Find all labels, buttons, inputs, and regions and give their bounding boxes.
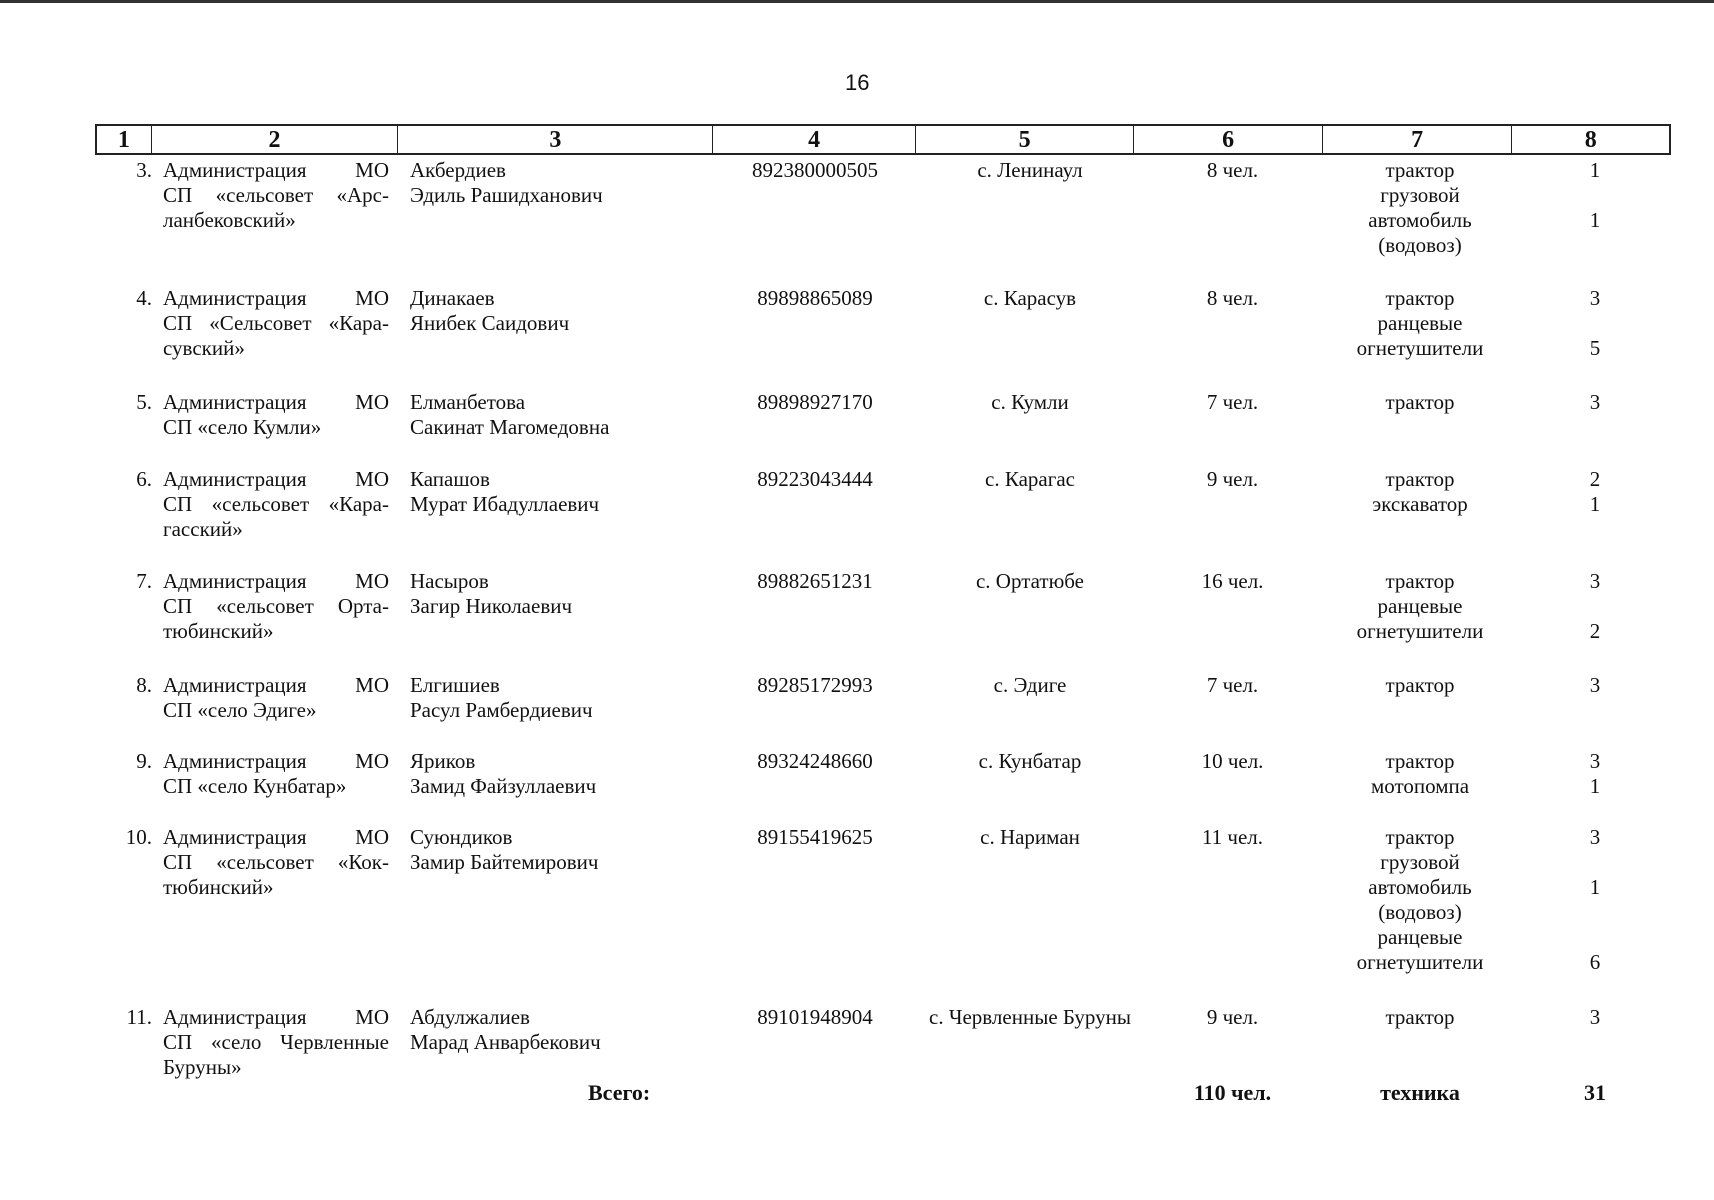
equipment-item: огнетушители [1356, 619, 1484, 643]
head-name [410, 467, 730, 517]
equipment-item: трактор [1385, 390, 1455, 414]
equipment-item: грузовой [1380, 850, 1460, 874]
head-name-line: Марад Анварбекович [410, 1030, 601, 1054]
header-col-2: 2 [152, 126, 398, 153]
equipment-quantity [1570, 569, 1620, 644]
quantity-value: 1 [1589, 875, 1601, 899]
equipment-item: ранцевые [1377, 594, 1463, 618]
table-header [95, 124, 1671, 155]
quantity-value: 3 [1589, 673, 1601, 697]
head-name [410, 390, 730, 440]
organization-word: МО [355, 286, 389, 310]
people-count: 16 чел. [1201, 569, 1264, 593]
organization-rest: СП «сельсовет «Арс-ланбековский» [163, 183, 389, 232]
head-name-line: Елгишиев [410, 673, 500, 697]
organization-first-line [163, 1005, 389, 1030]
settlement: с. Червленные Буруны [929, 1005, 1131, 1029]
equipment-quantity [1570, 749, 1620, 799]
settlement: с. Эдиге [993, 673, 1067, 697]
equipment-item: трактор [1385, 286, 1455, 310]
quantity-value: 3 [1589, 286, 1601, 310]
equipment-item: трактор [1385, 673, 1455, 697]
equipment-quantity [1570, 158, 1620, 258]
row-number: 7. [136, 569, 152, 593]
equipment-list [1330, 749, 1510, 799]
organization-first-line [163, 569, 389, 594]
organization-first-line [163, 158, 389, 183]
head-name-line: Сакинат Магомедовна [410, 415, 610, 439]
head-name [410, 569, 730, 619]
organization-word: Администрация [163, 467, 307, 491]
row-number: 11. [126, 1005, 152, 1029]
head-name-line: Эдиль Рашидханович [410, 183, 603, 207]
header-col-7: 7 [1323, 126, 1513, 153]
equipment-item: трактор [1385, 569, 1455, 593]
phone-number: 89101948904 [757, 1005, 873, 1029]
settlement: с. Кунбатар [978, 749, 1082, 773]
equipment-item: огнетушители [1356, 950, 1484, 974]
equipment-list [1330, 390, 1510, 415]
head-name-line: Абдулжалиев [410, 1005, 530, 1029]
organization-rest: СП «село Кумли» [163, 415, 322, 439]
organization-rest: СП «сельсовет «Кок-тюбинский» [163, 850, 389, 899]
organization-rest: СП «Сельсовет «Кара-сувский» [163, 311, 389, 360]
row-number: 9. [136, 749, 152, 773]
organization-name [163, 1005, 389, 1080]
row-number: 3. [136, 158, 152, 182]
quantity-value: 1 [1589, 208, 1601, 232]
people-count: 9 чел. [1206, 467, 1259, 491]
equipment-list [1330, 569, 1510, 644]
header-col-6: 6 [1134, 126, 1323, 153]
equipment-item: мотопомпа [1370, 774, 1470, 798]
head-name-line: Суюндиков [410, 825, 513, 849]
head-name [410, 286, 730, 336]
row-number: 8. [136, 673, 152, 697]
quantity-value: 3 [1589, 749, 1601, 773]
equipment-list [1330, 467, 1510, 517]
organization-word: МО [355, 749, 389, 773]
equipment-quantity [1570, 286, 1620, 361]
equipment-list [1330, 825, 1510, 975]
head-name [410, 673, 730, 723]
head-name [410, 158, 730, 208]
quantity-value: 3 [1589, 569, 1601, 593]
head-name-line: Капашов [410, 467, 490, 491]
organization-word: Администрация [163, 749, 307, 773]
phone-number: 89882651231 [757, 569, 873, 593]
header-col-8: 8 [1584, 127, 1597, 153]
equipment-item: огнетушители [1356, 336, 1484, 360]
organization-first-line [163, 673, 389, 698]
quantity-value: 3 [1589, 390, 1601, 414]
head-name-line: Загир Николаевич [410, 594, 573, 618]
equipment-item: трактор [1385, 1005, 1455, 1029]
quantity-value [1570, 925, 1620, 950]
equipment-item: ранцевые [1377, 925, 1463, 949]
people-count: 7 чел. [1206, 673, 1259, 697]
header-col-5: 5 [916, 126, 1134, 153]
equipment-item: автомобиль [1368, 875, 1472, 899]
quantity-value: 1 [1589, 492, 1601, 516]
quantity-value [1570, 850, 1620, 875]
equipment-quantity [1570, 467, 1620, 517]
equipment-item: экскаватор [1372, 492, 1468, 516]
equipment-item: трактор [1385, 749, 1455, 773]
head-name-line: Яриков [410, 749, 476, 773]
organization-word: МО [355, 467, 389, 491]
head-name-line: Елманбетова [410, 390, 526, 414]
organization-word: Администрация [163, 825, 307, 849]
organization-first-line [163, 749, 389, 774]
organization-word: МО [355, 158, 389, 182]
organization-word: Администрация [163, 158, 307, 182]
head-name [410, 1005, 730, 1055]
quantity-value: 3 [1589, 825, 1601, 849]
equipment-list [1330, 1005, 1510, 1030]
equipment-item: грузовой [1380, 183, 1460, 207]
organization-word: МО [355, 673, 389, 697]
head-name-line: Насыров [410, 569, 489, 593]
equipment-item: трактор [1385, 825, 1455, 849]
quantity-value [1570, 183, 1620, 208]
organization-rest: СП «село Червленные Буруны» [163, 1030, 389, 1079]
organization-name [163, 286, 389, 361]
head-name [410, 749, 730, 799]
organization-word: Администрация [163, 673, 307, 697]
phone-number: 89155419625 [757, 825, 873, 849]
quantity-value [1570, 594, 1620, 619]
equipment-quantity [1570, 1005, 1620, 1030]
organization-rest: СП «село Эдиге» [163, 698, 317, 722]
organization-name [163, 467, 389, 542]
row-number: 6. [136, 467, 152, 491]
quantity-value: 5 [1589, 336, 1601, 360]
row-number: 5. [136, 390, 152, 414]
settlement: с. Ленинаул [977, 158, 1083, 182]
equipment-item: (водовоз) [1378, 900, 1462, 924]
head-name-line: Акбердиев [410, 158, 506, 182]
organization-name [163, 569, 389, 644]
phone-number: 89324248660 [757, 749, 873, 773]
phone-number: 89898865089 [757, 286, 873, 310]
head-name-line: Замир Байтемирович [410, 850, 599, 874]
organization-word: МО [355, 390, 389, 414]
people-count: 8 чел. [1206, 158, 1259, 182]
organization-name [163, 390, 389, 440]
organization-name [163, 158, 389, 233]
header-col-1: 1 [97, 126, 152, 153]
organization-word: Администрация [163, 1005, 307, 1029]
settlement: с. Нариман [980, 825, 1080, 849]
organization-rest: СП «сельсовет «Кара-гасский» [163, 492, 389, 541]
total-people: 110 чел. [1193, 1080, 1272, 1105]
total-label: Всего: [588, 1080, 651, 1105]
people-count: 10 чел. [1201, 749, 1264, 773]
quantity-value: 3 [1589, 1005, 1601, 1029]
head-name-line: Динакаев [410, 286, 495, 310]
header-col-3: 3 [398, 126, 713, 153]
settlement: с. Карасув [983, 286, 1077, 310]
equipment-list [1330, 286, 1510, 361]
quantity-value [1570, 311, 1620, 336]
quantity-value: 2 [1589, 467, 1601, 491]
scan-top-edge [0, 0, 1714, 3]
head-name [410, 825, 730, 875]
header-col-4: 4 [713, 126, 915, 153]
organization-word: Администрация [163, 286, 307, 310]
organization-word: МО [355, 569, 389, 593]
organization-first-line [163, 390, 389, 415]
people-count: 11 чел. [1201, 825, 1264, 849]
row-number: 4. [136, 286, 152, 310]
equipment-list [1330, 673, 1510, 698]
equipment-item: трактор [1385, 158, 1455, 182]
organization-name [163, 749, 389, 799]
quantity-value: 1 [1589, 774, 1601, 798]
equipment-item: автомобиль [1368, 208, 1472, 232]
page-number: 16 [845, 70, 870, 95]
total-qty: 31 [1584, 1080, 1606, 1105]
phone-number: 892380000505 [752, 158, 878, 182]
organization-word: Администрация [163, 390, 307, 414]
phone-number: 89223043444 [757, 467, 873, 491]
organization-first-line [163, 467, 389, 492]
phone-number: 89285172993 [757, 673, 873, 697]
equipment-quantity [1570, 390, 1620, 415]
organization-name [163, 673, 389, 723]
organization-rest: СП «сельсовет Орта-тюбинский» [163, 594, 389, 643]
quantity-value [1570, 900, 1620, 925]
head-name-line: Янибек Саидович [410, 311, 570, 335]
people-count: 8 чел. [1206, 286, 1259, 310]
phone-number: 89898927170 [757, 390, 873, 414]
organization-name [163, 825, 389, 900]
organization-first-line [163, 286, 389, 311]
quantity-value: 6 [1589, 950, 1601, 974]
people-count: 7 чел. [1206, 390, 1259, 414]
quantity-value: 2 [1589, 619, 1601, 643]
equipment-item: (водовоз) [1378, 233, 1462, 257]
equipment-item: ранцевые [1377, 311, 1463, 335]
organization-rest: СП «село Кунбатар» [163, 774, 347, 798]
head-name-line: Замид Файзуллаевич [410, 774, 597, 798]
quantity-value: 1 [1589, 158, 1601, 182]
row-number: 10. [125, 825, 152, 849]
settlement: с. Ортатюбе [975, 569, 1084, 593]
equipment-list [1330, 158, 1510, 258]
head-name-line: Расул Рамбердиевич [410, 698, 593, 722]
organization-word: МО [355, 825, 389, 849]
settlement: с. Карагас [985, 467, 1075, 491]
equipment-quantity [1570, 825, 1620, 975]
organization-word: МО [355, 1005, 389, 1029]
people-count: 9 чел. [1206, 1005, 1259, 1029]
total-tech: техника [1380, 1080, 1460, 1105]
quantity-value [1570, 233, 1620, 258]
equipment-quantity [1570, 673, 1620, 698]
head-name-line: Мурат Ибадуллаевич [410, 492, 600, 516]
organization-word: Администрация [163, 569, 307, 593]
equipment-item: трактор [1385, 467, 1455, 491]
organization-first-line [163, 825, 389, 850]
settlement: с. Кумли [991, 390, 1069, 414]
